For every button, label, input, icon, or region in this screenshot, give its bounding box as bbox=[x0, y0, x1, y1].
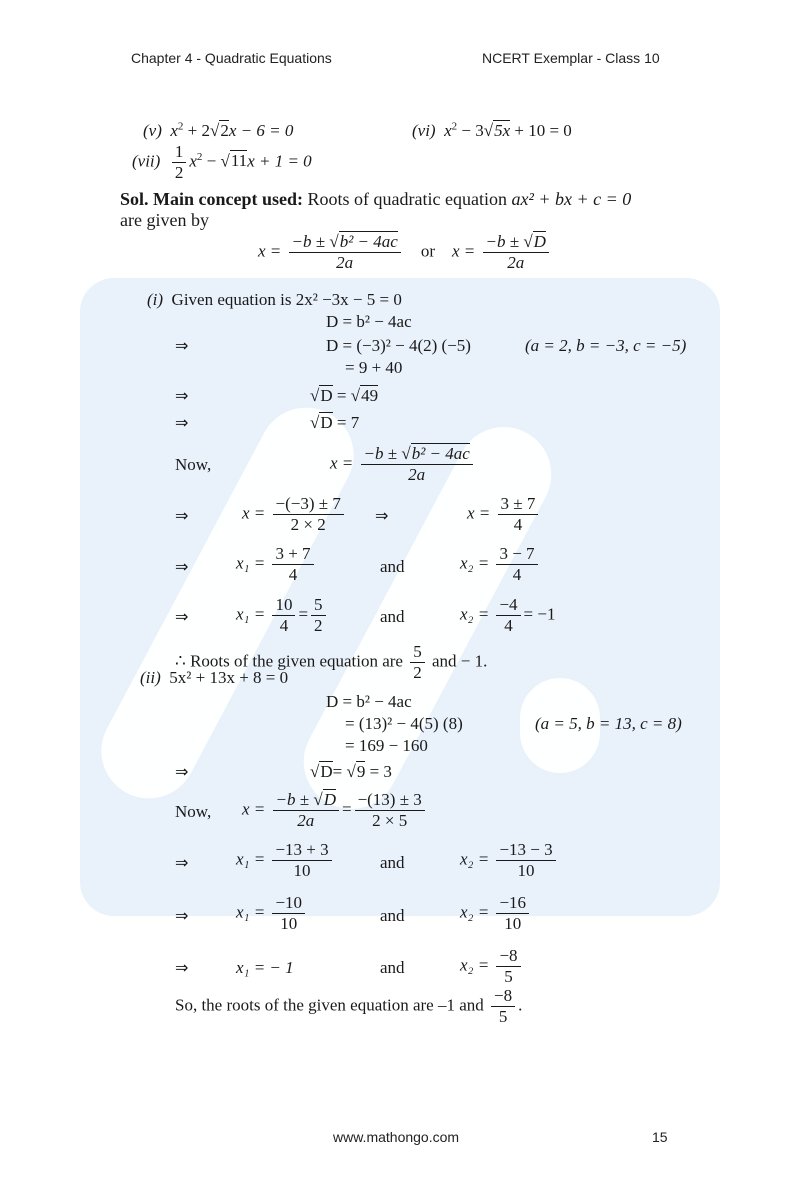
concept-text: Roots of quadratic equation bbox=[303, 189, 512, 209]
part-ii-conclusion bbox=[175, 986, 522, 1027]
conclusion-text: So, the roots of the given equation are –1 and bbox=[175, 995, 484, 1015]
denominator: 2a bbox=[336, 253, 354, 272]
question-vii: (vii) $\frac{1}{2}$ $x^2 - √11x + 1 = 0$ bbox=[132, 142, 312, 182]
x2-step bbox=[460, 544, 541, 585]
num-text: −b ± bbox=[485, 232, 524, 251]
conclusion-text: . bbox=[518, 995, 523, 1015]
radical-icon: √ bbox=[329, 232, 339, 251]
now-label: Now, bbox=[175, 802, 212, 821]
fraction bbox=[483, 232, 549, 273]
radical-icon: √ bbox=[350, 386, 361, 405]
x-equals: x = bbox=[258, 241, 282, 261]
footer-website[interactable]: www.mathongo.com bbox=[333, 1129, 460, 1145]
sqrt-d-49 bbox=[310, 386, 378, 406]
part-label: (ii) bbox=[140, 668, 161, 687]
x2-label: x₂ = bbox=[460, 553, 490, 573]
fraction bbox=[410, 642, 425, 683]
given-equation: Given equation is 2x² −3x − 5 = 0 bbox=[171, 290, 402, 309]
x1-result bbox=[236, 595, 329, 636]
radicand: 2 bbox=[220, 121, 229, 140]
x2-result bbox=[460, 595, 555, 636]
numerator: −10 bbox=[272, 893, 305, 914]
implies-icon: ⇒ bbox=[175, 506, 189, 525]
radicand: 11 bbox=[230, 151, 248, 171]
x1-step bbox=[236, 544, 317, 585]
denominator: 4 bbox=[288, 565, 298, 584]
radical-icon: √ bbox=[220, 151, 230, 171]
quadratic-form: ax² + bx + c = 0 bbox=[511, 189, 632, 209]
x-equals: x = bbox=[330, 453, 354, 473]
radicand: 49 bbox=[361, 386, 379, 405]
book-title: NCERT Exemplar - Class 10 bbox=[482, 50, 660, 66]
numerator bbox=[483, 232, 549, 253]
implies-icon: ⇒ bbox=[175, 853, 189, 872]
denominator: 5 bbox=[504, 967, 513, 986]
fraction bbox=[272, 893, 305, 934]
radicand: b² − 4ac bbox=[339, 232, 398, 251]
numerator: 5 bbox=[311, 595, 326, 616]
radicand: 9 bbox=[356, 762, 366, 781]
denominator: 2a bbox=[507, 253, 525, 272]
denominator: 10 bbox=[504, 914, 522, 933]
discriminant-sub: = (13)² − 4(5) (8) bbox=[345, 714, 463, 733]
x1-label: x₁ = bbox=[236, 849, 266, 869]
discriminant-sum: = 9 + 40 bbox=[345, 358, 403, 377]
question-label: (vi) bbox=[412, 121, 436, 140]
fraction bbox=[273, 494, 344, 535]
conclusion-text: ∴ Roots of the given equation are bbox=[175, 651, 403, 671]
fraction bbox=[496, 946, 520, 987]
eq-term: x bbox=[170, 121, 178, 140]
fraction bbox=[498, 494, 539, 535]
radicand: D bbox=[320, 762, 333, 781]
fraction bbox=[496, 840, 555, 881]
given-equation: 5x² + 13x + 8 = 0 bbox=[169, 668, 289, 687]
x-equals: x = bbox=[242, 799, 266, 819]
now-label: Now, bbox=[175, 455, 212, 474]
x1-label: x₁ = bbox=[236, 604, 266, 624]
denominator: 2a bbox=[408, 465, 426, 484]
x2-result bbox=[460, 946, 524, 987]
denominator: 2 bbox=[413, 663, 422, 682]
or-text: or bbox=[420, 241, 435, 261]
numerator bbox=[289, 232, 401, 253]
radical-icon: √ bbox=[313, 790, 323, 809]
num-text: −b ± bbox=[363, 444, 402, 463]
numerator: 5 bbox=[410, 642, 425, 663]
part-i-given bbox=[147, 290, 402, 310]
denominator: 4 bbox=[504, 616, 513, 635]
equals: = bbox=[332, 386, 351, 405]
fraction bbox=[496, 544, 537, 585]
numerator: 10 bbox=[272, 595, 295, 616]
eq-term: − bbox=[202, 151, 221, 171]
implies-icon: ⇒ bbox=[175, 906, 189, 925]
fraction bbox=[272, 840, 331, 881]
conclusion-text: and − 1. bbox=[431, 651, 488, 671]
implies-icon: ⇒ bbox=[175, 607, 189, 626]
denominator: 4 bbox=[513, 515, 523, 534]
radicand: 5x bbox=[494, 121, 511, 140]
radicand: D bbox=[320, 413, 333, 432]
and-text: and bbox=[380, 557, 405, 576]
discriminant-sub: D = (−3)² − 4(2) (−5) bbox=[326, 336, 471, 355]
chapter-title: Chapter 4 - Quadratic Equations bbox=[131, 50, 332, 66]
discriminant-def: D = b² − 4ac bbox=[326, 312, 412, 331]
eq-term: − 3 bbox=[457, 121, 484, 140]
x2-step bbox=[460, 840, 559, 881]
fraction bbox=[491, 986, 515, 1027]
implies-icon: ⇒ bbox=[175, 958, 189, 977]
x2-label: x₂ = bbox=[460, 849, 490, 869]
coefficients: (a = 5, b = 13, c = 8) bbox=[535, 714, 682, 733]
eq-term: x + 1 = 0 bbox=[247, 151, 312, 171]
eq-term: x − 6 = 0 bbox=[228, 121, 294, 140]
question-v: (v) $x^2 + 2√2x - 6 = 0$ bbox=[143, 120, 294, 140]
discriminant-diff: = 169 − 160 bbox=[345, 736, 428, 755]
numerator: −16 bbox=[496, 893, 529, 914]
question-label: (v) bbox=[143, 121, 162, 140]
denominator: 2 × 5 bbox=[372, 811, 408, 830]
numerator bbox=[361, 444, 473, 465]
value: = −1 bbox=[523, 604, 556, 624]
radical-icon: √ bbox=[401, 444, 411, 463]
sqrt-d-7 bbox=[310, 413, 359, 433]
fraction bbox=[273, 790, 339, 831]
denominator: 4 bbox=[512, 565, 522, 584]
implies-icon: ⇒ bbox=[175, 336, 189, 355]
sol-heading: Sol. Main concept used: bbox=[120, 189, 304, 209]
question-vi: (vi) $x^2 - 3√5x + 10 = 0$ bbox=[412, 120, 572, 140]
x1-label: x₁ = bbox=[236, 553, 266, 573]
value: = 3 bbox=[365, 762, 392, 781]
radical-icon: √ bbox=[310, 762, 320, 781]
implies-icon: ⇒ bbox=[175, 386, 189, 405]
x2-label: x₂ = bbox=[460, 604, 490, 624]
x-equals: x = bbox=[242, 503, 266, 523]
x2-step-b bbox=[460, 893, 532, 934]
x2-label: x₂ = bbox=[460, 955, 490, 975]
numerator: 1 bbox=[172, 142, 187, 163]
implies-icon: ⇒ bbox=[175, 413, 189, 432]
denominator: 4 bbox=[279, 616, 289, 635]
radical-icon: √ bbox=[310, 386, 320, 405]
part-label: (i) bbox=[147, 290, 164, 309]
formula-general bbox=[330, 444, 476, 485]
radical-icon: √ bbox=[310, 413, 320, 432]
numerator: −8 bbox=[496, 946, 520, 967]
radical-icon: √ bbox=[210, 121, 220, 140]
quadratic-formula bbox=[258, 232, 552, 273]
equals: = bbox=[341, 799, 352, 819]
radical-icon: √ bbox=[483, 121, 494, 140]
page-number: 15 bbox=[652, 1129, 668, 1145]
denominator: 2a bbox=[297, 811, 315, 830]
and-text: and bbox=[380, 853, 405, 872]
step-1b bbox=[467, 494, 541, 535]
fraction bbox=[289, 232, 401, 273]
x1-step-b bbox=[236, 893, 308, 934]
numerator: −13 + 3 bbox=[272, 840, 331, 861]
concept-line bbox=[120, 189, 631, 209]
radicand: D bbox=[533, 232, 546, 251]
and-text: and bbox=[380, 958, 405, 977]
fraction bbox=[361, 444, 473, 485]
x1-step bbox=[236, 840, 335, 881]
num-text: −b ± bbox=[291, 232, 330, 251]
denominator: 10 bbox=[517, 861, 535, 880]
eq-term: + 2 bbox=[183, 121, 211, 140]
num-text: −b ± bbox=[275, 790, 314, 809]
formula-sub bbox=[242, 790, 428, 831]
question-label: (vii) bbox=[132, 151, 161, 171]
radical-icon: √ bbox=[346, 762, 356, 781]
denominator: 5 bbox=[498, 1007, 508, 1026]
concept-line-2: are given by bbox=[120, 210, 209, 230]
numerator: −8 bbox=[491, 986, 515, 1007]
numerator: −(−3) ± 7 bbox=[273, 494, 344, 515]
radical-icon: √ bbox=[523, 232, 533, 251]
fraction bbox=[355, 790, 425, 831]
radicand: b² − 4ac bbox=[411, 444, 470, 463]
eq-term: + 10 = 0 bbox=[510, 121, 572, 140]
denominator: 2 bbox=[174, 163, 184, 182]
fraction bbox=[272, 544, 313, 585]
x-equals: x = bbox=[467, 503, 491, 523]
x2-label: x₂ = bbox=[460, 902, 490, 922]
numerator: 3 − 7 bbox=[496, 544, 537, 565]
numerator: −4 bbox=[496, 595, 520, 616]
numerator: −(13) ± 3 bbox=[355, 790, 425, 811]
implies-icon: ⇒ bbox=[175, 557, 189, 576]
fraction bbox=[311, 595, 326, 636]
part-ii-given bbox=[140, 668, 288, 688]
numerator bbox=[273, 790, 339, 811]
and-text: and bbox=[380, 906, 405, 925]
radicand: D bbox=[323, 790, 336, 809]
equals: = bbox=[298, 604, 309, 624]
x-equals: x = bbox=[451, 241, 476, 261]
implies-icon: ⇒ bbox=[375, 506, 389, 525]
numerator: −13 − 3 bbox=[496, 840, 555, 861]
fraction bbox=[496, 595, 520, 636]
discriminant-def: D = b² − 4ac bbox=[326, 692, 412, 711]
and-text: and bbox=[380, 607, 405, 626]
x1-label: x₁ = bbox=[236, 902, 266, 922]
numerator: 3 + 7 bbox=[272, 544, 313, 565]
x1-result: x₁ = − 1 bbox=[236, 958, 294, 977]
coefficients: (a = 2, b = −3, c = −5) bbox=[525, 336, 687, 355]
step-1 bbox=[242, 494, 347, 535]
denominator: 10 bbox=[293, 861, 311, 880]
radicand: D bbox=[320, 386, 333, 405]
sqrt-d-9 bbox=[310, 762, 392, 782]
value: = 7 bbox=[332, 413, 360, 432]
denominator: 10 bbox=[280, 914, 298, 933]
fraction bbox=[172, 142, 187, 183]
eq-term: x bbox=[444, 121, 452, 140]
fraction bbox=[272, 595, 295, 636]
denominator: 2 bbox=[314, 616, 323, 635]
equals: = bbox=[332, 762, 343, 781]
denominator: 2 × 2 bbox=[290, 515, 326, 534]
fraction bbox=[496, 893, 529, 934]
implies-icon: ⇒ bbox=[175, 762, 189, 781]
eq-term: x bbox=[189, 151, 197, 171]
numerator: 3 ± 7 bbox=[498, 494, 539, 515]
